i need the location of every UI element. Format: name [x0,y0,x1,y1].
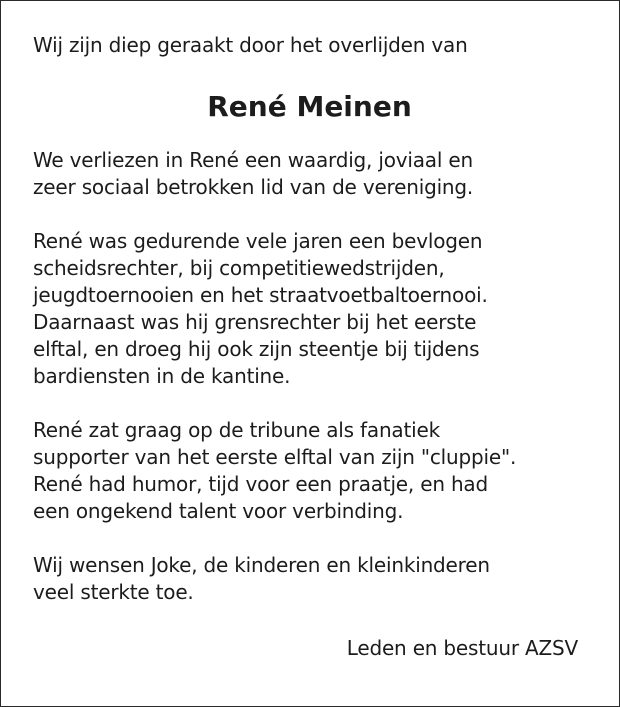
paragraph-referee: René was gedurende vele jaren een bevlogen scheidsrechter, bij competitiewedstrijden, jeugdtoernooien en het straatvoetbaltoernooi. Daarnaast was hij grensrechter bij het eerste elftal, en droeg hij ook zijn steentje bij tijdens bardiensten in de kantine. [33,229,488,388]
deceased-name: René Meinen [207,90,412,123]
intro-text: Wij zijn diep geraakt door het overlijden van [33,33,468,57]
paragraph-supporter: René zat graag op de tribune als fanatiek supporter van het eerste elftal van zijn "cluppie". René had humor, tijd voor een praatje, en had een ongekend talent voor verbinding. [33,418,517,523]
paragraph-tribute: We verliezen in René een waardig, joviaal en zeer sociaal betrokken lid van de vereniging. [33,148,474,199]
paragraph-condolences: Wij wensen Joke, de kinderen en kleinkinderen veel sterkte toe. [33,553,490,604]
notice-content [33,32,593,682]
signature: Leden en bestuur AZSV [346,636,578,660]
